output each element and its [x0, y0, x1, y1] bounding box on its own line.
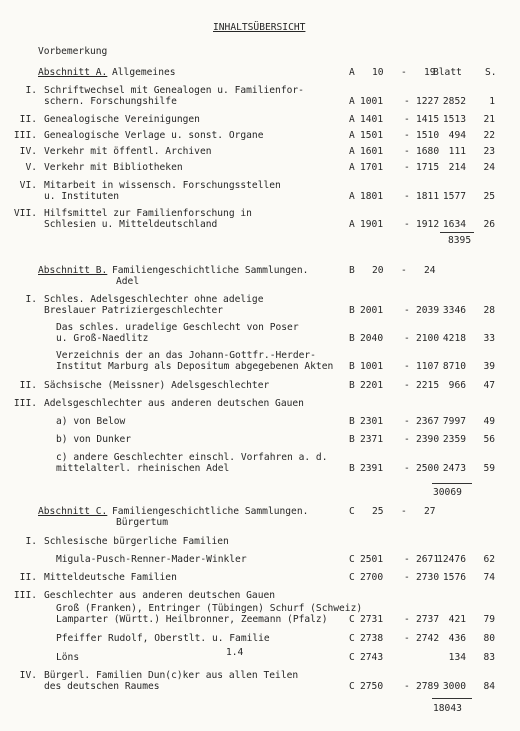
- entry-signature: C: [349, 614, 355, 625]
- entry-from: 1601: [360, 146, 384, 157]
- s-header: S.: [485, 67, 497, 78]
- entry-page: 1: [489, 96, 495, 107]
- entry-blatt: 7997: [442, 416, 466, 427]
- entry-signature: B: [349, 333, 355, 344]
- entry-page: 28: [483, 305, 495, 316]
- entry-blatt: 436: [448, 633, 466, 644]
- entry-title-line2: schern. Forschungshilfe: [44, 96, 177, 107]
- entry-blatt: 494: [448, 130, 466, 141]
- entry-dash: -: [404, 96, 410, 107]
- entry-signature: C: [349, 633, 355, 644]
- entry-from: 2391: [360, 463, 384, 474]
- entry-from: 2731: [360, 614, 384, 625]
- entry-blatt: 421: [448, 614, 466, 625]
- entry-page: 23: [483, 146, 495, 157]
- entry-signature: A: [349, 114, 355, 125]
- entry-to: 1912: [416, 219, 440, 230]
- entry-dash: -: [404, 416, 410, 427]
- entry-page: 74: [483, 572, 495, 583]
- entry-blatt: 1513: [442, 114, 466, 125]
- entry-title: Sächsische (Meissner) Adelsgeschlechter: [44, 380, 270, 391]
- entry-title: Migula-Pusch-Renner-Mader-Winkler: [56, 554, 247, 565]
- entry-number: VI.: [19, 180, 37, 191]
- entry-from: 2743: [360, 652, 384, 663]
- entry-number: II.: [19, 114, 37, 125]
- entry-dash: -: [404, 463, 410, 474]
- entry-to: 2789: [416, 681, 440, 692]
- entry-from: 1401: [360, 114, 384, 125]
- entry-title: c) andere Geschlechter einschl. Vorfahren a. d.: [56, 452, 328, 463]
- entry-title: Adelsgeschlechter aus anderen deutschen Gauen: [44, 398, 304, 409]
- entry-dash: -: [404, 614, 410, 625]
- section-range-to: 24: [424, 265, 436, 276]
- total-b: 30069: [433, 487, 462, 498]
- section-heading: Abschnitt B.: [38, 265, 108, 276]
- entry-page: 79: [483, 614, 495, 625]
- marginal-note: 1.4: [226, 647, 244, 658]
- entry-page: 59: [483, 463, 495, 474]
- entry-to: 2742: [416, 633, 440, 644]
- entry-signature: A: [349, 96, 355, 107]
- entry-title: Das schles. uradelige Geschlecht von Poser: [56, 322, 299, 333]
- section-range-from: 10: [372, 67, 384, 78]
- entry-blatt: 1576: [442, 572, 466, 583]
- entry-number: II.: [19, 572, 37, 583]
- entry-signature: B: [349, 305, 355, 316]
- entry-dash: -: [404, 434, 410, 445]
- section-sig: A: [349, 67, 355, 78]
- entry-title: Verkehr mit öffentl. Archiven: [44, 146, 212, 157]
- entry-from: 2700: [360, 572, 384, 583]
- entry-blatt: 966: [448, 380, 466, 391]
- section-sig: B: [349, 265, 355, 276]
- entry-page: 24: [483, 162, 495, 173]
- entry-title: Bürgerl. Familien Dun(c)ker aus allen Teilen: [44, 670, 299, 681]
- entry-from: 2501: [360, 554, 384, 565]
- entry-title: Verkehr mit Bibliotheken: [44, 162, 183, 173]
- entry-page: 83: [483, 652, 495, 663]
- entry-from: 2040: [360, 333, 384, 344]
- entry-title: Genealogische Verlage u. sonst. Organe: [44, 130, 264, 141]
- section-range-dash: -: [401, 506, 407, 517]
- section-title: Familiengeschichtliche Sammlungen.: [112, 506, 309, 517]
- total-rule: [432, 483, 472, 484]
- entry-from: 2301: [360, 416, 384, 427]
- entry-number: II.: [19, 380, 37, 391]
- entry-blatt: 12476: [437, 554, 466, 565]
- entry-number: IV.: [19, 146, 37, 157]
- entry-page: 84: [483, 681, 495, 692]
- entry-dash: -: [404, 333, 410, 344]
- section-heading: Abschnitt C.: [38, 506, 108, 517]
- entry-from: 1801: [360, 191, 384, 202]
- section-subtitle: Bürgertum: [116, 517, 168, 528]
- entry-to: 2367: [416, 416, 440, 427]
- entry-page: 21: [483, 114, 495, 125]
- entry-signature: C: [349, 572, 355, 583]
- entry-to: 2100: [416, 333, 440, 344]
- entry-dash: -: [404, 361, 410, 372]
- section-heading: Abschnitt A.: [38, 67, 108, 78]
- entry-title: Pfeiffer Rudolf, Oberstlt. u. Familie: [56, 633, 270, 644]
- entry-to: 2390: [416, 434, 440, 445]
- entry-to: 2671: [416, 554, 440, 565]
- entry-signature: C: [349, 681, 355, 692]
- entry-dash: -: [404, 633, 410, 644]
- total-rule: [440, 232, 474, 233]
- entry-title: Schles. Adelsgeschlechter ohne adelige: [44, 294, 264, 305]
- page-title: INHALTSÜBERSICHT: [213, 22, 306, 33]
- entry-title: Geschlechter aus anderen deutschen Gauen: [44, 590, 276, 601]
- entry-blatt: 4218: [442, 333, 466, 344]
- entry-to: 1227: [416, 96, 440, 107]
- entry-page: 56: [483, 434, 495, 445]
- entry-blatt: 1634: [442, 219, 466, 230]
- entry-number: III.: [13, 130, 37, 141]
- entry-to: 2737: [416, 614, 440, 625]
- entry-page: 22: [483, 130, 495, 141]
- entry-from: 2201: [360, 380, 384, 391]
- entry-blatt: 2359: [442, 434, 466, 445]
- entry-page: 39: [483, 361, 495, 372]
- entry-title: Hilfsmittel zur Familienforschung in: [44, 208, 252, 219]
- entry-number: III.: [13, 590, 37, 601]
- entry-dash: -: [404, 114, 410, 125]
- total-c: 18043: [433, 703, 462, 714]
- entry-signature: B: [349, 463, 355, 474]
- entry-from: 1701: [360, 162, 384, 173]
- entry-from: 2371: [360, 434, 384, 445]
- entry-blatt: 3346: [442, 305, 466, 316]
- entry-signature: B: [349, 361, 355, 372]
- entry-title: Löns: [56, 652, 80, 663]
- entry-title: Verzeichnis der an das Johann-Gottfr.-Herder-: [56, 350, 316, 361]
- entry-signature: A: [349, 162, 355, 173]
- entry-from: 2750: [360, 681, 384, 692]
- section-range-dash: -: [401, 67, 407, 78]
- entry-title: Mitteldeutsche Familien: [44, 572, 177, 583]
- entry-title-line2: u. Groß-Naedlitz: [56, 333, 149, 344]
- entry-blatt: 8710: [442, 361, 466, 372]
- entry-to: 1715: [416, 162, 440, 173]
- entry-dash: -: [404, 554, 410, 565]
- entry-from: 1501: [360, 130, 384, 141]
- entry-title-line2: u. Instituten: [44, 191, 120, 202]
- blatt-header: Blatt: [433, 67, 462, 78]
- total-a: 8395: [448, 235, 472, 246]
- section-title: Allgemeines: [112, 67, 176, 78]
- entry-dash: -: [404, 380, 410, 391]
- entry-signature: B: [349, 416, 355, 427]
- entry-to: 1811: [416, 191, 440, 202]
- entry-to: 2730: [416, 572, 440, 583]
- entry-to: 1107: [416, 361, 440, 372]
- total-rule: [432, 698, 472, 699]
- entry-title-line2: Institut Marburg als Depositum abgegebenen Akten: [56, 361, 334, 372]
- section-sig: C: [349, 506, 355, 517]
- entry-title: Schlesische bürgerliche Familien: [44, 536, 229, 547]
- entry-blatt: 1577: [442, 191, 466, 202]
- entry-number: I.: [25, 536, 37, 547]
- entry-page: 33: [483, 333, 495, 344]
- entry-blatt: 2473: [442, 463, 466, 474]
- entry-title: Lamparter (Württ.) Heilbronner, Zeemann (Pfalz): [56, 614, 328, 625]
- entry-to: 2500: [416, 463, 440, 474]
- entry-dash: -: [404, 146, 410, 157]
- entry-page: 62: [483, 554, 495, 565]
- section-subtitle: Adel: [116, 276, 140, 287]
- entry-to: 1510: [416, 130, 440, 141]
- entry-title: a) von Below: [56, 416, 126, 427]
- section-range-from: 20: [372, 265, 384, 276]
- entry-title: b) von Dunker: [56, 434, 132, 445]
- entry-from: 2001: [360, 305, 384, 316]
- entry-number: I.: [25, 85, 37, 96]
- section-range-from: 25: [372, 506, 384, 517]
- entry-to: 2039: [416, 305, 440, 316]
- entry-blatt: 3000: [442, 681, 466, 692]
- entry-title: Schriftwechsel mit Genealogen u. Familienfor-: [44, 85, 304, 96]
- entry-to: 2215: [416, 380, 440, 391]
- entry-title-line2: Schlesien u. Mitteldeutschland: [44, 219, 218, 230]
- entry-signature: A: [349, 191, 355, 202]
- entry-signature: A: [349, 146, 355, 157]
- entry-page: 26: [483, 219, 495, 230]
- entry-number: I.: [25, 294, 37, 305]
- entry-dash: -: [404, 572, 410, 583]
- entry-dash: -: [404, 681, 410, 692]
- entry-number: IV.: [19, 670, 37, 681]
- entry-signature: C: [349, 652, 355, 663]
- entry-signature: B: [349, 380, 355, 391]
- section-range-to: 19: [424, 67, 436, 78]
- entry-dash: -: [404, 219, 410, 230]
- entry-title: Mitarbeit in wissensch. Forschungsstellen: [44, 180, 281, 191]
- entry-from: 1001: [360, 96, 384, 107]
- entry-dash: -: [404, 305, 410, 316]
- entry-signature: A: [349, 219, 355, 230]
- entry-from: 1901: [360, 219, 384, 230]
- entry-from: 2738: [360, 633, 384, 644]
- entry-title-line2: Breslauer Patriziergeschlechter: [44, 305, 224, 316]
- entry-blatt: 134: [448, 652, 466, 663]
- entry-to: 1680: [416, 146, 440, 157]
- entry-signature: C: [349, 554, 355, 565]
- entry-dash: -: [404, 191, 410, 202]
- entry-to: 1415: [416, 114, 440, 125]
- entry-title-line2: mittelalterl. rheinischen Adel: [56, 463, 230, 474]
- entry-from: 1001: [360, 361, 384, 372]
- entry-title: Groß (Franken), Entringer (Tübingen) Schurf (Schweiz): [56, 603, 363, 614]
- vorbemerkung: Vorbemerkung: [38, 46, 108, 57]
- entry-number: VII.: [13, 208, 37, 219]
- section-title: Familiengeschichtliche Sammlungen.: [112, 265, 309, 276]
- entry-page: 25: [483, 191, 495, 202]
- entry-number: V.: [25, 162, 37, 173]
- section-range-dash: -: [401, 265, 407, 276]
- entry-signature: B: [349, 434, 355, 445]
- entry-page: 49: [483, 416, 495, 427]
- entry-title: Genealogische Vereinigungen: [44, 114, 200, 125]
- entry-blatt: 214: [448, 162, 466, 173]
- entry-blatt: 2852: [442, 96, 466, 107]
- entry-blatt: 111: [448, 146, 466, 157]
- entry-page: 80: [483, 633, 495, 644]
- entry-number: III.: [13, 398, 37, 409]
- entry-title-line2: des deutschen Raumes: [44, 681, 160, 692]
- entry-dash: -: [404, 162, 410, 173]
- entry-page: 47: [483, 380, 495, 391]
- section-range-to: 27: [424, 506, 436, 517]
- entry-signature: A: [349, 130, 355, 141]
- entry-dash: -: [404, 130, 410, 141]
